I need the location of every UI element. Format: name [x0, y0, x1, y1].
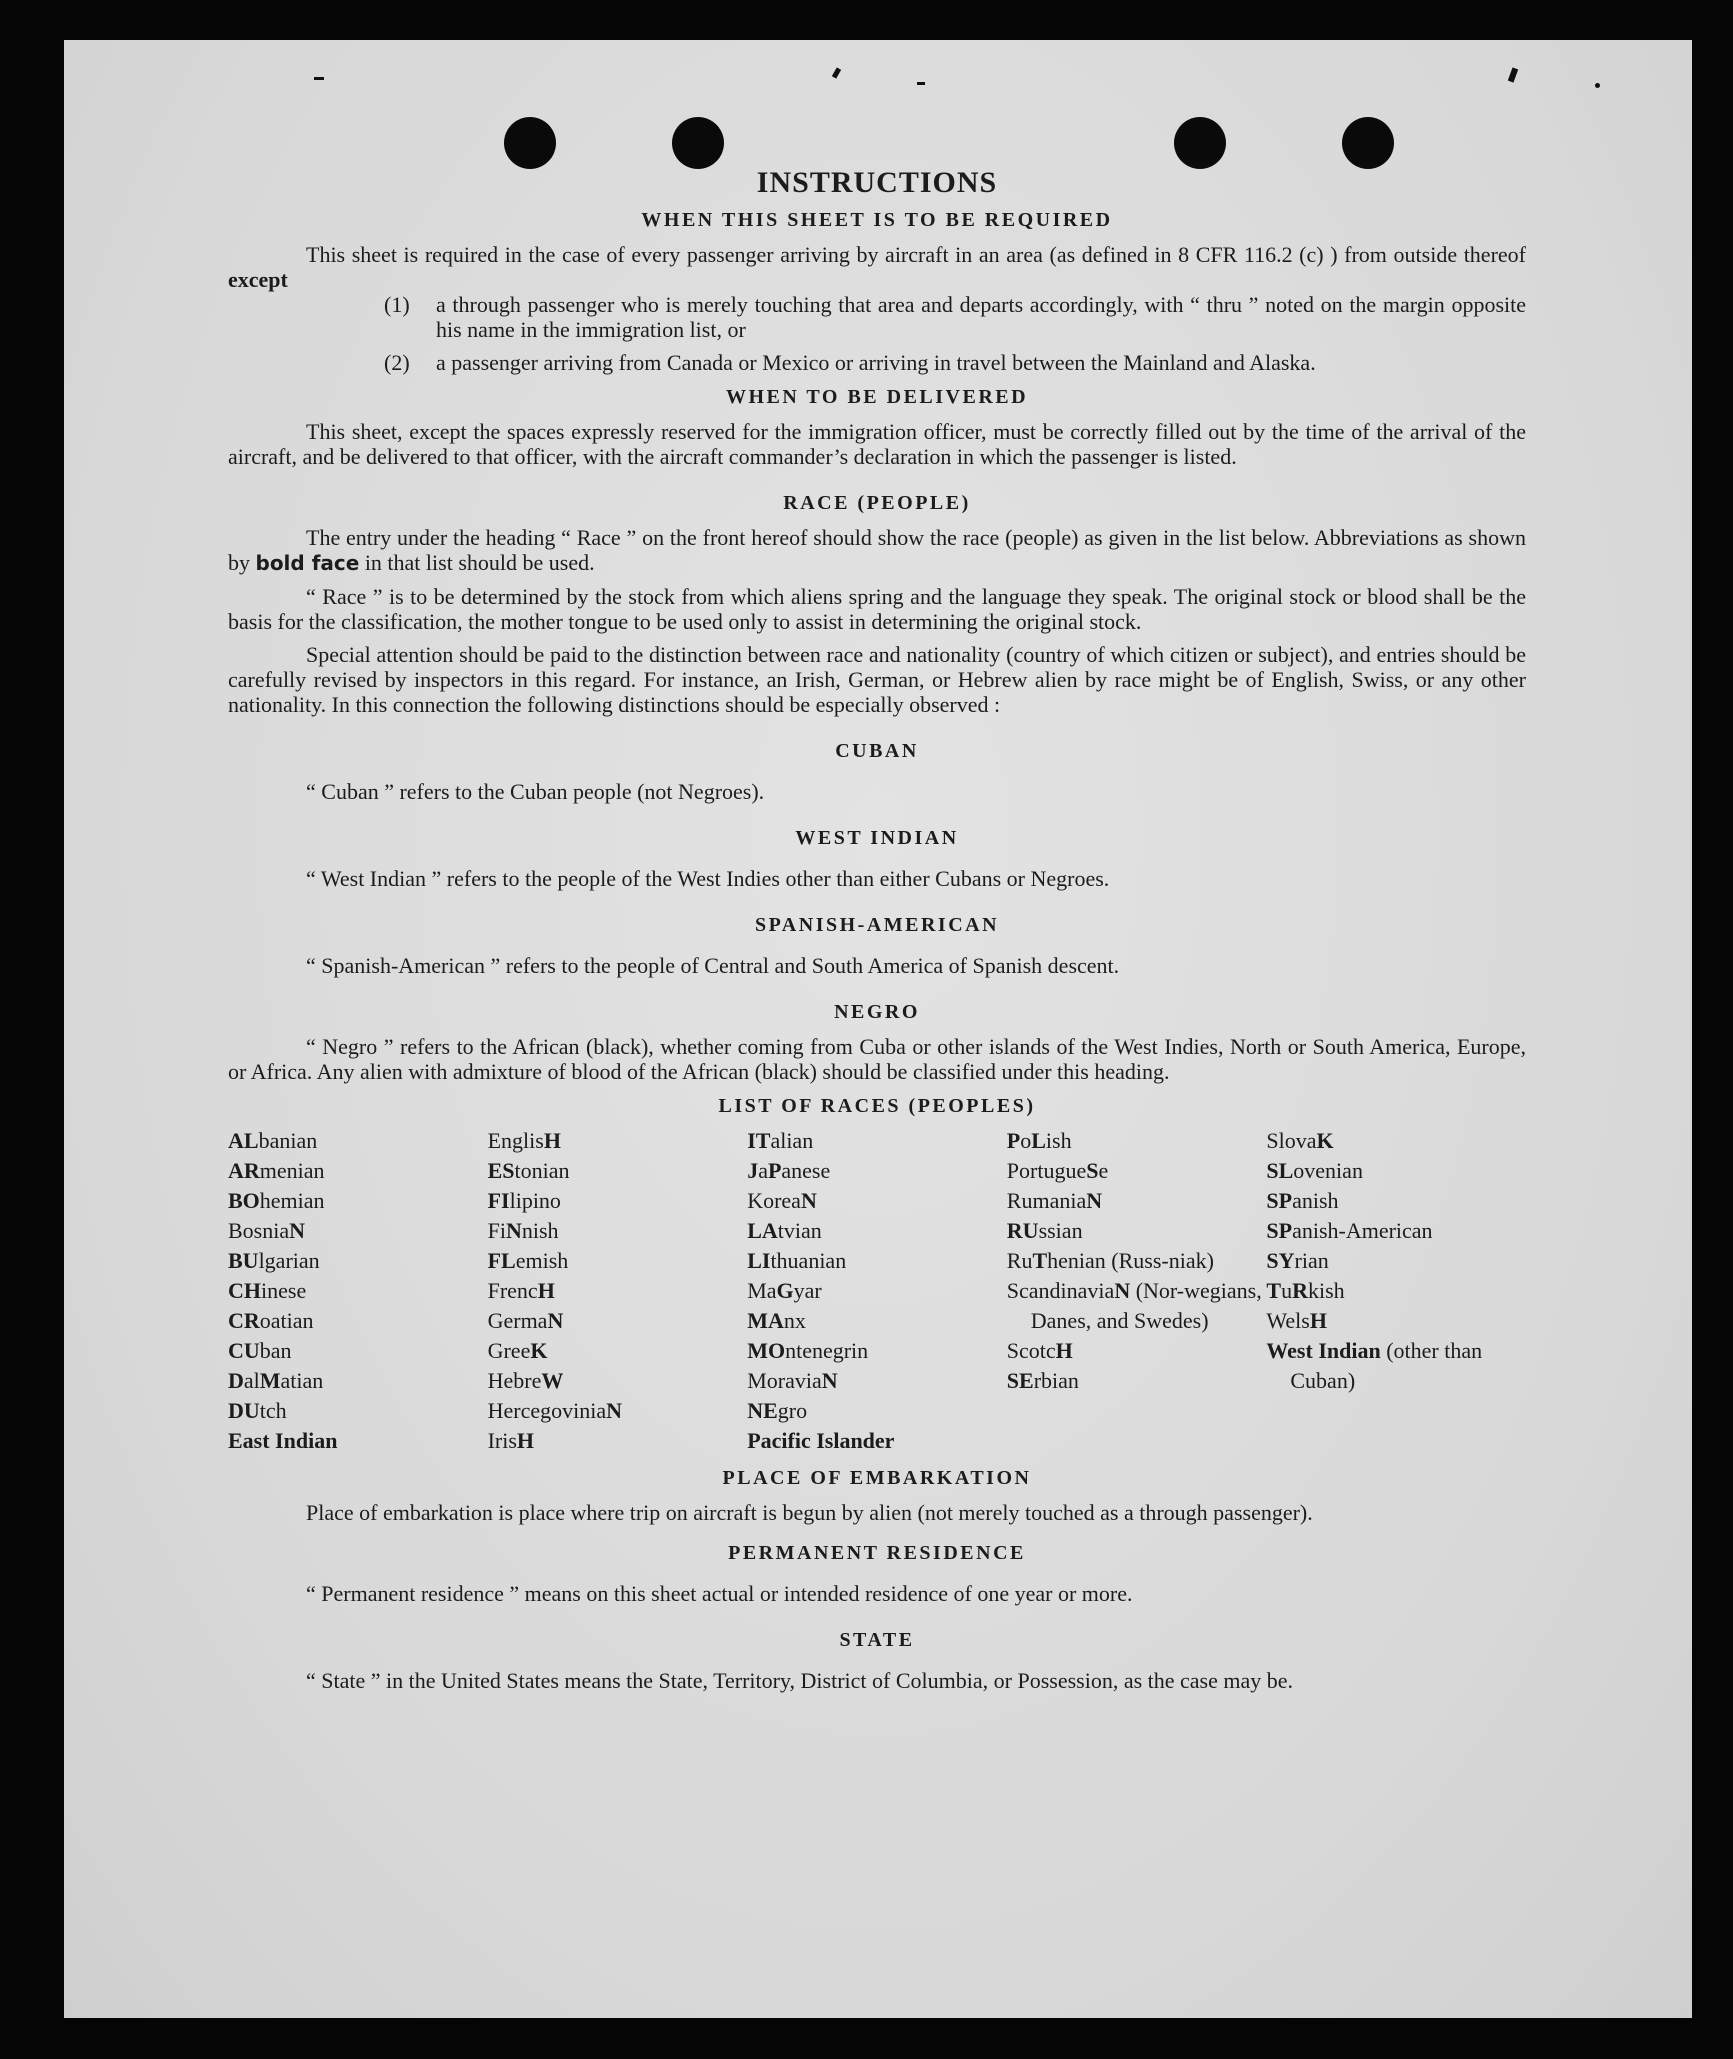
race-entry: SLovenian	[1266, 1158, 1363, 1183]
race-entry: West Indian (other than Cuban)	[1266, 1338, 1483, 1393]
race-entry: NEgro	[747, 1398, 808, 1423]
exception-item-2: (2) a passenger arriving from Canada or Mexico or arriving in travel between the Mainland and Alaska.	[384, 350, 1316, 375]
spanish-american-text: “ Spanish-American ” refers to the people of Central and South America of Spanish descent.	[306, 953, 1120, 978]
race-entry: Pacific Islander	[747, 1428, 895, 1453]
race-entry: TuRkish	[1266, 1278, 1345, 1303]
when-required-intro: This sheet is required in the case of every passenger arriving by aircraft in an area (as defined in 8 CFR 116.2 (c) ) from outside thereof except	[228, 242, 1526, 292]
exception-item-1: (1) a through passenger who is merely touching that area and departs accordingly, with “ thru ” noted on the margin opposite his name in the immigration list, or	[384, 292, 1526, 342]
section-heading-embarkation: PLACE OF EMBARKATION	[722, 1467, 1032, 1489]
race-entry: GermaN	[487, 1308, 564, 1333]
race-entry: WelsH	[1266, 1308, 1327, 1333]
speck-mark	[1508, 67, 1518, 82]
negro-text: “ Negro ” refers to the African (black), whether coming from Cuba or other islands of the West Indies, North or South America, Europe, or Africa. Any alien with admixture of blood of the African (black) should be classified under this heading.	[228, 1034, 1526, 1084]
race-entry: SPanish	[1266, 1188, 1339, 1213]
race-entry: FrencH	[487, 1278, 555, 1303]
race-entry: DUtch	[228, 1398, 287, 1423]
speck-mark	[832, 67, 841, 78]
race-entry: SErbian	[1006, 1368, 1079, 1393]
section-heading-state: STATE	[839, 1629, 915, 1651]
race-entry: SPanish-American	[1266, 1218, 1433, 1243]
race-entry: GreeK	[487, 1338, 548, 1363]
race-entry: ALbanian	[228, 1128, 318, 1153]
west-indian-text: “ West Indian ” refers to the people of the West Indies other than either Cubans or Negroes.	[306, 866, 1110, 891]
race-entry: ARmenian	[228, 1158, 325, 1183]
section-heading-when-delivered: WHEN TO BE DELIVERED	[725, 386, 1029, 408]
section-heading-residence: PERMANENT RESIDENCE	[728, 1542, 1026, 1564]
race-entry: FIlipino	[487, 1188, 561, 1213]
race-entry: CUban	[228, 1338, 292, 1363]
punch-hole-icon	[504, 117, 556, 169]
race-entry: IrisH	[487, 1428, 535, 1453]
race-column	[747, 1126, 1007, 1456]
race-paragraph-1: The entry under the heading “ Race ” on the front hereof should show the race (people) as given in the list below. Abbreviations as shown by bold face in that list should be used.	[228, 525, 1526, 575]
race-paragraph-3: Special attention should be paid to the distinction between race and nationality (country of which citizen or subject), and entries should be carefully revised by inspectors in this regard. For instance, an Irish, German, or Hebrew alien by race might be of English, Swiss, or any other nationality. In this connection the following distinctions should be especially observed :	[228, 642, 1526, 717]
race-entry: MOntenegrin	[747, 1338, 869, 1363]
race-entry: ScandinaviaN (Nor-wegians, Danes, and Swedes)	[1006, 1278, 1262, 1333]
race-entry: SlovaK	[1266, 1128, 1334, 1153]
race-list	[228, 1126, 1526, 1456]
race-entry: MaGyar	[747, 1278, 822, 1303]
punch-hole-icon	[672, 117, 724, 169]
cuban-text: “ Cuban ” refers to the Cuban people (not Negroes).	[306, 779, 765, 804]
section-heading-race: RACE (PEOPLE)	[783, 492, 971, 514]
race-entry: RUssian	[1006, 1218, 1083, 1243]
punch-hole-icon	[1174, 117, 1226, 169]
race-entry: LAtvian	[747, 1218, 822, 1243]
speck-mark	[917, 82, 925, 85]
race-entry: DalMatian	[228, 1368, 324, 1393]
race-column	[1007, 1126, 1267, 1456]
race-entry: EnglisH	[487, 1128, 561, 1153]
section-heading-negro: NEGRO	[834, 1001, 920, 1023]
race-entry: HebreW	[487, 1368, 564, 1393]
race-entry: EStonian	[487, 1158, 570, 1183]
race-entry: CHinese	[228, 1278, 307, 1303]
race-entry: KoreaN	[747, 1188, 817, 1213]
section-heading-cuban: CUBAN	[835, 740, 919, 762]
punch-hole-icon	[1342, 117, 1394, 169]
instructions-content	[228, 166, 1526, 1693]
residence-text: “ Permanent residence ” means on this sheet actual or intended residence of one year or more.	[306, 1581, 1133, 1606]
race-entry: ScotcH	[1006, 1338, 1073, 1363]
race-entry: BUlgarian	[228, 1248, 320, 1273]
race-column	[1266, 1126, 1526, 1456]
race-entry: RuThenian (Russ-niak)	[1006, 1248, 1214, 1273]
race-column	[488, 1126, 748, 1456]
race-entry: PoLish	[1006, 1128, 1072, 1153]
race-entry: HercegoviniaN	[487, 1398, 622, 1423]
state-text: “ State ” in the United States means the State, Territory, District of Columbia, or Possession, as the case may be.	[306, 1668, 1294, 1693]
race-entry: BOhemian	[228, 1188, 325, 1213]
race-entry: MoraviaN	[747, 1368, 838, 1393]
race-entry: BosniaN	[228, 1218, 306, 1243]
race-column	[228, 1126, 488, 1456]
race-entry: RumaniaN	[1006, 1188, 1103, 1213]
section-heading-list-of-races: LIST OF RACES (PEOPLES)	[718, 1095, 1036, 1117]
when-delivered-text: This sheet, except the spaces expressly reserved for the immigration officer, must be correctly filled out by the time of the arrival of the aircraft, and be delivered to that officer, with the aircraft commander’s declaration in which the passenger is listed.	[228, 419, 1526, 469]
race-entry: CRoatian	[228, 1308, 314, 1333]
section-heading-west-indian: WEST INDIAN	[795, 827, 959, 849]
section-heading-when-required: WHEN THIS SHEET IS TO BE REQUIRED	[641, 209, 1113, 231]
race-entry: East Indian	[228, 1428, 338, 1453]
race-entry: MAnx	[747, 1308, 806, 1333]
race-entry: SYrian	[1266, 1248, 1329, 1273]
race-paragraph-2: “ Race ” is to be determined by the stock from which aliens spring and the language they speak. The original stock or blood shall be the basis for the classification, the mother tongue to be used only to assist in determining the original stock.	[228, 584, 1526, 634]
race-entry: FLemish	[487, 1248, 569, 1273]
race-entry: JaPanese	[747, 1158, 831, 1183]
race-entry: FiNnish	[487, 1218, 559, 1243]
speck-mark	[314, 77, 324, 80]
embarkation-text: Place of embarkation is place where trip on aircraft is begun by alien (not merely touched as a through passenger).	[306, 1500, 1313, 1525]
speck-mark	[1595, 83, 1600, 88]
section-heading-spanish-american: SPANISH-AMERICAN	[754, 914, 1000, 936]
race-entry: ITalian	[747, 1128, 814, 1153]
race-entry: LIthuanian	[747, 1248, 847, 1273]
page-title: INSTRUCTIONS	[756, 166, 998, 199]
race-entry: PortugueSe	[1006, 1158, 1109, 1183]
